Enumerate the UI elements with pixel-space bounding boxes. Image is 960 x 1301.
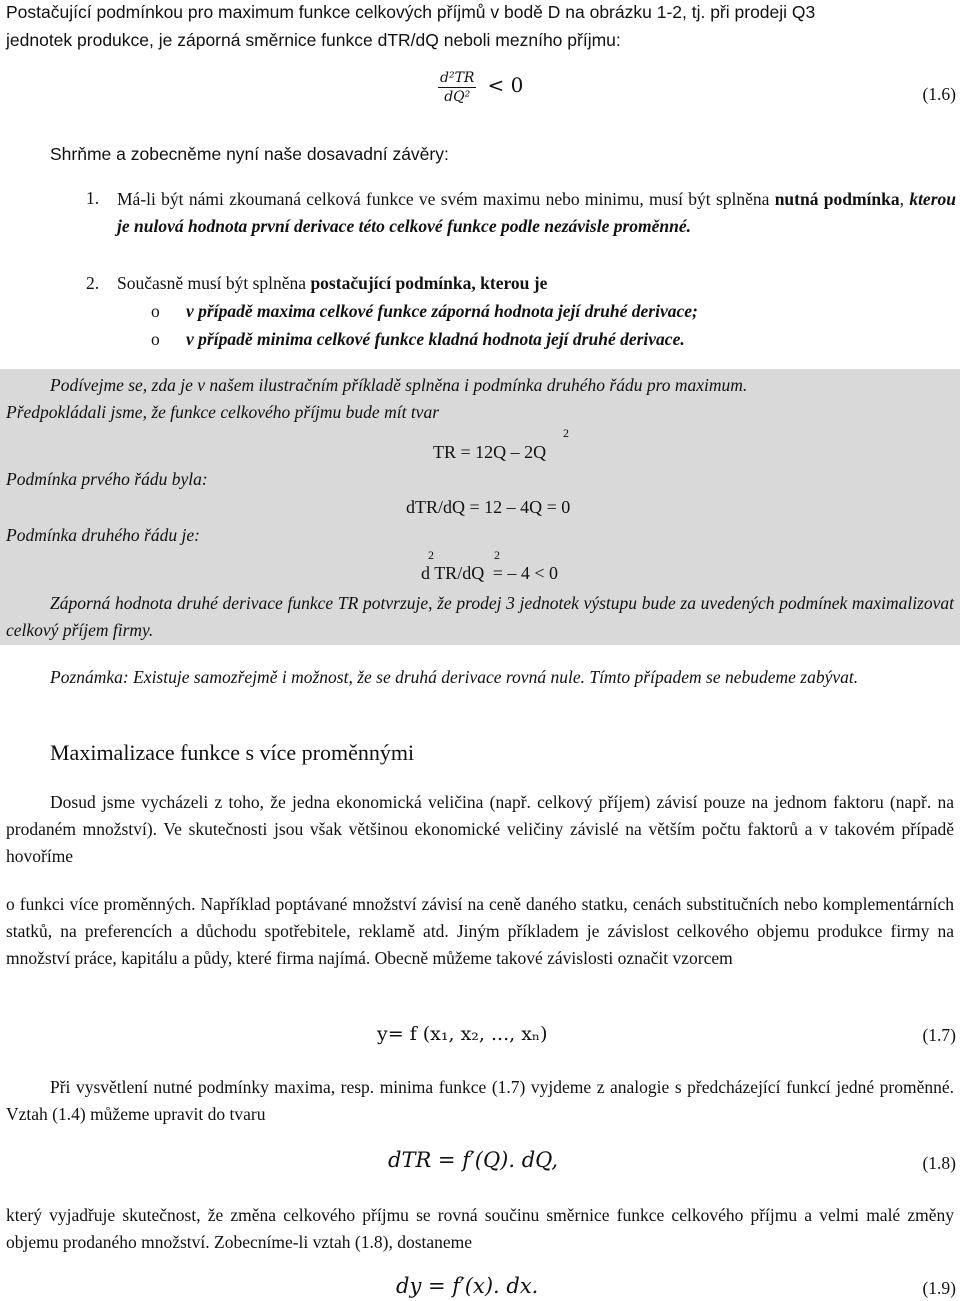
- second-order-label: Podmínka druhého řádu je:: [6, 525, 200, 545]
- list-item-2: Současně musí být splněna postačující podmínka, kterou je: [117, 273, 548, 293]
- equation-1-7: y= f (x₁, x₂, ..., xₙ): [377, 1023, 548, 1045]
- paragraph-1: Dosud jsme vycházeli z toho, že jedna ekonomická veličina (např. celkový příjem) závisí pouze na jednom faktoru (např. na prodaném množství). Ve skutečnosti jsou však většinou ekonomické veličiny závislé na větším počtu faktorů a v takovém případě hovoříme: [6, 792, 954, 866]
- paragraph-4: který vyjadřuje skutečnost, že změna celkového příjmu se rovná součinu směrnice funkce celkového příjmu a velmi malé změny objemu prodaného množství. Zobecníme-li vztah (1.8), dostaneme: [6, 1205, 954, 1252]
- first-order-label: Podmínka prvého řádu byla:: [6, 469, 208, 489]
- intro-line-2: jednotek produkce, je záporná směrnice funkce dTR/dQ neboli mezního příjmu:: [6, 30, 621, 50]
- paragraph-3: Při vysvětlení nutné podmínky maxima, resp. minima funkce (1.7) vyjdeme z analogie s předcházející funkcí jedné proměnné. Vztah (1.4) můžeme upravit do tvaru: [6, 1077, 954, 1124]
- equation-label-1-6: (1.6): [922, 84, 956, 104]
- equation-1-8: dTR = f′(Q). dQ,: [388, 1148, 558, 1172]
- note: Poznámka: Existuje samozřejmě i možnost, že se druhá derivace rovná nule. Tímto případem se nebudeme zabývat.: [50, 667, 859, 687]
- summary-intro: Shrňme a zobecněme nyní naše dosavadní závěry:: [50, 144, 449, 164]
- section-heading: Maximalizace funkce s více proměnnými: [50, 740, 415, 765]
- tr-exponent: 2: [563, 426, 569, 440]
- equation-1-6: $\frac{\text{d²TR}}{\text{dQ²}}$ < 0: [440, 70, 524, 105]
- second-order-exp-2: 2: [494, 548, 500, 562]
- bullet-2: o: [151, 329, 160, 349]
- equation-label-1-7: (1.7): [922, 1025, 956, 1045]
- paragraph-2: o funkci více proměnných. Například poptávané množství závisí na ceně daného statku, cenách substitučních nebo komplementárních statků, na preferencích a důchodu spotřebitele, reklamě atd. Jiným příkladem je závislost celkového objemu produkce firmy na množství práce, kapitálu a půdy, které firma najímá. Obecně můžeme takové závislosti označit vzorcem: [6, 894, 954, 968]
- total-revenue-equation: TR = 12Q – 2Q: [433, 442, 547, 462]
- example-conclusion: Záporná hodnota druhé derivace funkce TR potvrzuje, že prodej 3 jednotek výstupu bude za uvedených podmínek maximalizovat celkový příjem firmy.: [6, 593, 954, 640]
- sub-item-maximum: v případě maxima celkové funkce záporná hodnota její druhé derivace;: [186, 301, 698, 321]
- bullet-1: o: [151, 301, 160, 321]
- equation-label-1-9: (1.9): [922, 1278, 956, 1298]
- second-order-exp-1: 2: [428, 548, 434, 562]
- example-paragraph-1: Podívejme se, zda je v našem ilustračním příkladě splněna i podmínka druhého řádu pro maximum.: [50, 375, 748, 395]
- second-order-equation: d TR/dQ = – 4 < 0: [421, 563, 559, 583]
- first-order-equation: dTR/dQ = 12 – 4Q = 0: [406, 497, 571, 517]
- equation-label-1-8: (1.8): [922, 1153, 956, 1173]
- example-paragraph-2: Předpokládali jsme, že funkce celkového příjmu bude mít tvar: [6, 402, 440, 422]
- sub-item-minimum: v případě minima celkové funkce kladná hodnota její druhé derivace.: [186, 329, 685, 349]
- list-item-1: Má-li být námi zkoumaná celková funkce ve svém maximu nebo minimu, musí být splněna nutná podmínka, kterou je nulová hodnota první derivace této celkové funkce podle nezávisle proměnné.: [117, 189, 956, 236]
- equation-1-9: dy = f′(x). dx.: [396, 1274, 539, 1298]
- list-item-2-number: 2.: [86, 273, 100, 293]
- second-derivative-fraction: $\frac{\text{d²TR}}{\text{dQ²}}$: [440, 70, 475, 105]
- list-item-1-number: 1.: [86, 188, 100, 208]
- intro-line-1: Postačující podmínkou pro maximum funkce celkových příjmů v bodě D na obrázku 1-2, tj. při prodeji Q3: [6, 2, 816, 22]
